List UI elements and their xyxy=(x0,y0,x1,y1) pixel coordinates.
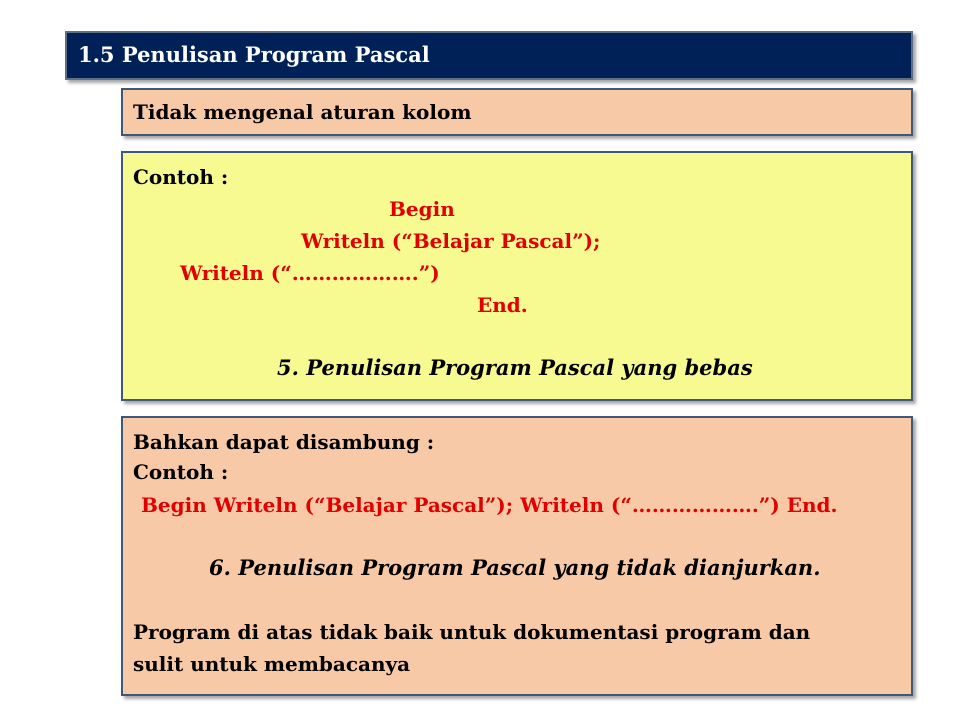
note-line-1: Program di atas tidak baik untuk dokumentasi program dan xyxy=(133,620,811,644)
example-label: Contoh : xyxy=(133,165,229,189)
code-line-writeln-2: Writeln (“……………….”) xyxy=(180,261,440,285)
slide-title: 1.5 Penulisan Program Pascal xyxy=(78,42,430,67)
code-line-begin: Begin xyxy=(389,197,455,221)
example-caption: 6. Penulisan Program Pascal yang tidak dianjurkan. xyxy=(209,555,821,580)
example-caption: 5. Penulisan Program Pascal yang bebas xyxy=(277,355,753,380)
code-line-writeln-1: Writeln (“Belajar Pascal”); xyxy=(301,229,601,253)
note-line-2: sulit untuk membacanya xyxy=(133,652,411,676)
example-label: Contoh : xyxy=(133,460,229,484)
example-free-form-box xyxy=(121,151,913,401)
rule-text: Tidak mengenal aturan kolom xyxy=(133,100,472,124)
slide-title-bar xyxy=(65,31,913,80)
code-line-end: End. xyxy=(477,293,528,317)
example-intro: Bahkan dapat disambung : xyxy=(133,430,435,454)
code-line-joined: Begin Writeln (“Belajar Pascal”); Writeln (“……………….”) End. xyxy=(141,493,838,517)
example-joined-box xyxy=(121,416,913,696)
rule-box xyxy=(121,88,913,136)
